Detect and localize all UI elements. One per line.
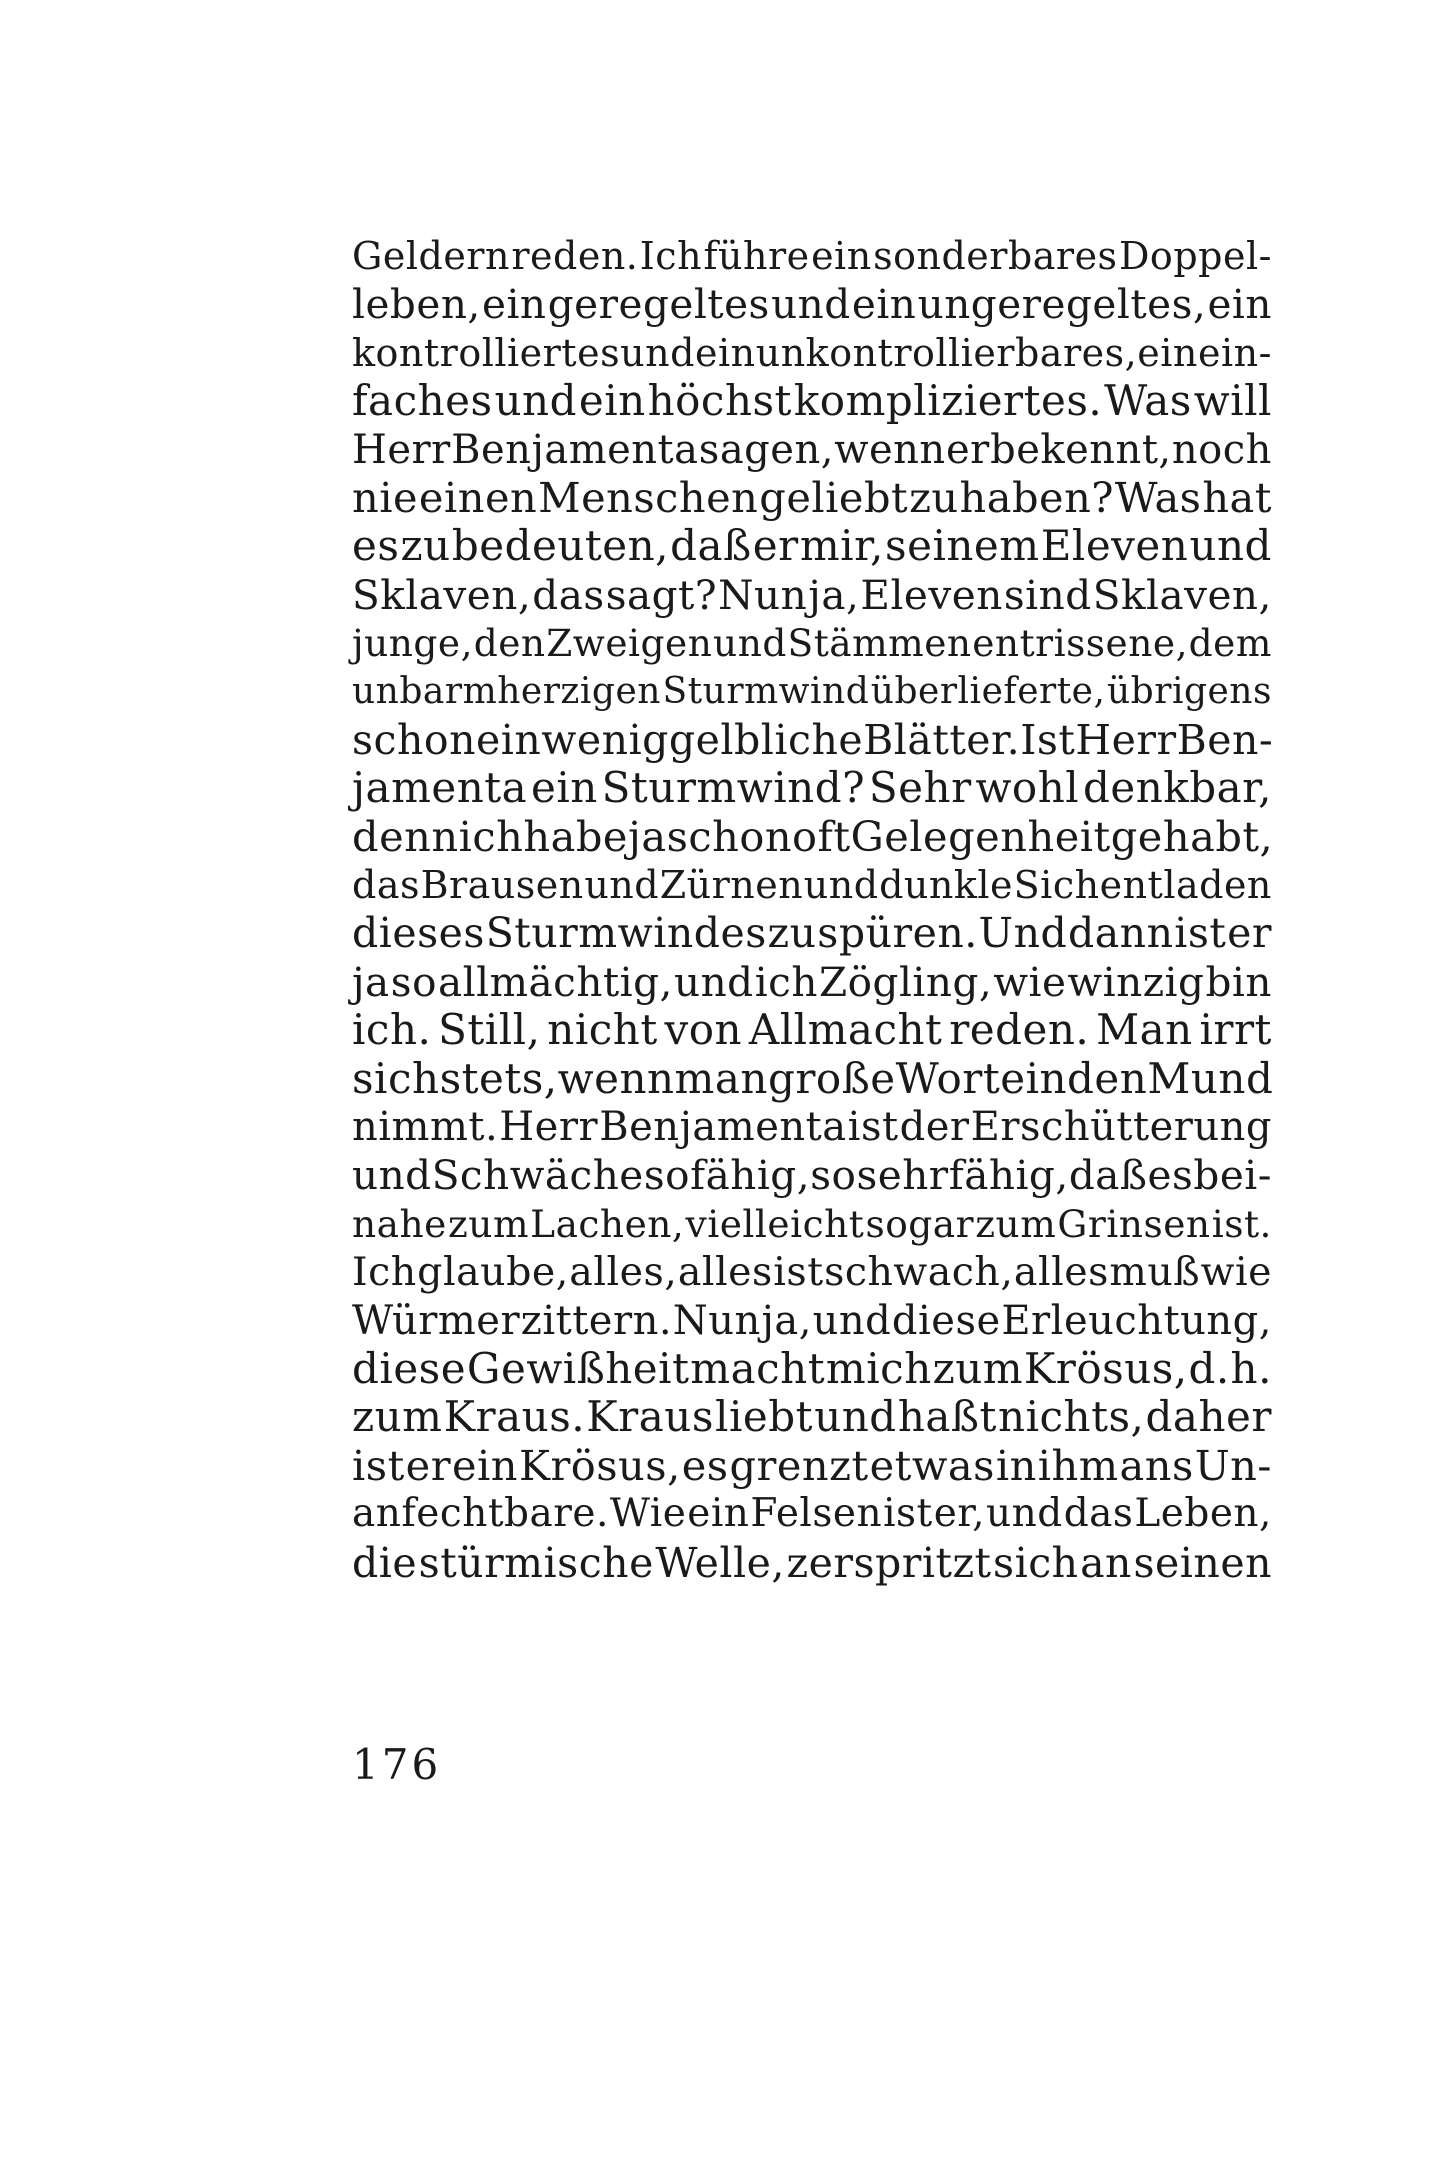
word: sich (993, 1538, 1079, 1587)
word: Herr (1075, 715, 1177, 764)
word: es (352, 521, 400, 571)
word: haben? (959, 472, 1115, 522)
word: alles (1013, 1249, 1109, 1296)
word: Krösus, (1023, 1343, 1188, 1393)
word: er (752, 521, 799, 571)
text-line (352, 1297, 1272, 1345)
text-line (352, 861, 1272, 909)
word: Un- (1194, 1440, 1272, 1490)
word: sogar (865, 1201, 975, 1246)
word: ihm (1037, 1440, 1119, 1490)
word: irrt (1199, 1005, 1272, 1055)
word: oft (792, 811, 851, 861)
word: mich (825, 1343, 932, 1393)
word: seinen (1133, 1538, 1272, 1587)
word: leben, (352, 280, 481, 329)
word: ein- (1197, 330, 1272, 375)
word: so (390, 957, 437, 1006)
word: zu (909, 472, 959, 522)
text-line (352, 619, 1272, 667)
word: schon (666, 811, 793, 861)
word: Krösus, (518, 1440, 681, 1490)
word: es (681, 1440, 729, 1490)
word: Nun (718, 570, 808, 619)
word: Ich (352, 1249, 417, 1296)
word: Sturmwind (662, 670, 870, 712)
word: Menschen (538, 472, 759, 522)
word: Felsen (750, 1491, 883, 1537)
text-line (352, 522, 1272, 570)
word: mir, (799, 521, 884, 571)
word: ein (451, 1440, 519, 1490)
word: ungeregeltes, (917, 280, 1207, 329)
word: ein (531, 763, 598, 813)
word: Benjamenta (599, 1104, 847, 1151)
word: und (352, 1151, 432, 1200)
word: Herr (352, 426, 451, 473)
text-line (352, 813, 1272, 861)
text-line (352, 1151, 1272, 1199)
word: kontrolliertes (352, 330, 621, 375)
word: daß (1068, 1151, 1148, 1200)
word: große (767, 1053, 896, 1103)
word: Sturmwindes (485, 909, 767, 958)
word: wie (1200, 1249, 1272, 1296)
word: in (995, 1440, 1037, 1490)
text-line (352, 1055, 1272, 1103)
word: spüren. (817, 909, 978, 958)
word: schon (352, 715, 476, 764)
word: d. (1188, 1343, 1230, 1393)
word: ein (811, 234, 872, 278)
word: Würmer (352, 1297, 521, 1344)
word: das (352, 863, 420, 908)
word: von (664, 1005, 743, 1055)
word: Allmacht (748, 1005, 943, 1055)
word: dann (1067, 909, 1174, 958)
word: junge, (352, 621, 474, 666)
word: Sichentladen (1013, 863, 1272, 908)
word: sehr (856, 1151, 949, 1200)
word: er (1227, 909, 1272, 958)
word: daß (670, 521, 752, 571)
word: den (1067, 1053, 1148, 1103)
word: nichts, (998, 1392, 1145, 1442)
word: nahe (352, 1201, 447, 1246)
word: Zürnen (659, 863, 804, 908)
word: ja, (761, 1297, 812, 1344)
word: Still, (438, 1005, 541, 1055)
word: ja, (808, 570, 860, 619)
word: gelbliche (668, 715, 864, 764)
text-line (352, 1442, 1272, 1490)
word: höchst (647, 376, 792, 426)
word: ein (1207, 280, 1272, 329)
word: gehabt, (1110, 811, 1274, 861)
word: ein (695, 330, 756, 375)
word: unkontrollierbares, (755, 330, 1138, 375)
text-line (352, 764, 1272, 812)
word: Was (1104, 376, 1192, 426)
word: bedeuten, (451, 521, 670, 571)
word: führe (703, 234, 810, 278)
word: übrigens (1107, 670, 1272, 712)
word: seinem (885, 521, 1040, 571)
text-line (352, 1539, 1272, 1587)
word: Sturmwind? (601, 763, 866, 813)
word: Erleuchtung, (1001, 1297, 1272, 1344)
word: zum (932, 1343, 1024, 1393)
word: ein (578, 376, 646, 426)
text-line (352, 668, 1272, 716)
word: habe (523, 811, 628, 861)
word: Und (978, 909, 1068, 958)
word: Erschütterung (970, 1104, 1272, 1151)
word: wohl (975, 763, 1080, 813)
text-line (352, 280, 1272, 328)
word: es (1147, 1151, 1194, 1200)
word: ist (883, 1491, 933, 1537)
word: ein (482, 280, 547, 329)
word: macht (690, 1343, 826, 1393)
word: ist (1174, 909, 1227, 958)
word: reden. (949, 1005, 1090, 1055)
text-line (352, 1006, 1272, 1054)
word: die (352, 1538, 418, 1587)
word: winzig (1067, 957, 1205, 1006)
word: bekennt, (990, 426, 1172, 473)
word: dem (1188, 621, 1272, 666)
word: und (494, 376, 577, 426)
word: das (1063, 1491, 1134, 1537)
word: Welle, (655, 1538, 785, 1587)
word: wenn (834, 426, 946, 473)
word: nie (352, 472, 419, 522)
word: Worte (895, 1053, 1026, 1103)
word: Was (1114, 472, 1202, 522)
word: will (1193, 376, 1272, 426)
word: muß (1109, 1249, 1201, 1296)
text-line (352, 474, 1272, 522)
body-text (352, 232, 1272, 1587)
word: ist (773, 1249, 824, 1296)
word: fähig, (690, 1151, 811, 1200)
word: Ist (1020, 715, 1076, 764)
text-line (352, 1200, 1272, 1248)
word: stürmische (418, 1538, 654, 1587)
word: so (643, 1151, 691, 1200)
word: das (532, 570, 605, 619)
word: grenzt (729, 1440, 869, 1490)
word: Herr (499, 1104, 599, 1151)
text-line (352, 571, 1272, 619)
word: Zweigen (546, 621, 713, 666)
word: ist (847, 1104, 899, 1151)
word: Stämmen (787, 621, 972, 666)
word: zerspritzt (786, 1538, 992, 1587)
word: zum (352, 1392, 443, 1442)
word: alles (677, 1249, 773, 1296)
word: Kraus. (443, 1392, 586, 1442)
word: Sklaven, (352, 570, 532, 619)
word: sind (1003, 570, 1092, 619)
word: überlieferte, (870, 670, 1106, 712)
word: glaube, (417, 1249, 569, 1296)
word: zittern. (520, 1297, 673, 1344)
word: Man (1096, 1005, 1193, 1055)
word: in (1025, 1053, 1068, 1103)
word: ich (754, 957, 818, 1006)
word: ist. (1211, 1201, 1272, 1246)
word: geliebt (759, 472, 909, 522)
word: stets, (439, 1053, 558, 1103)
word: Nun (672, 1297, 761, 1344)
word: Benjamenta (451, 426, 699, 473)
word: diese (352, 1343, 467, 1393)
word: Brausen (420, 863, 584, 908)
word: den (473, 621, 546, 666)
word: und (1189, 521, 1272, 571)
word: kompliziertes. (793, 376, 1103, 426)
word: und (620, 330, 695, 375)
word: Gelegenheit (850, 811, 1111, 861)
text-line (352, 377, 1272, 425)
text-line (352, 1393, 1272, 1441)
text-line (352, 232, 1272, 280)
word: h. (1230, 1343, 1272, 1393)
word: er (405, 1440, 452, 1490)
word: Eleven (860, 570, 1003, 619)
word: alles, (569, 1249, 678, 1296)
word: ich. (352, 1005, 432, 1055)
word: nicht (547, 1005, 658, 1055)
text-line (352, 1248, 1272, 1296)
word: Zögling, (819, 957, 993, 1006)
word: diese (891, 1297, 1001, 1344)
word: sonderbares (873, 234, 1118, 278)
word: wenn (557, 1053, 675, 1103)
word: zum (448, 1201, 529, 1246)
word: Sehr (868, 763, 972, 813)
word: Doppel- (1118, 234, 1272, 278)
word: ein (476, 715, 542, 764)
word: schwach, (824, 1249, 1014, 1296)
word: zu (400, 521, 451, 571)
word: Ben- (1176, 715, 1274, 764)
word: hat (1202, 472, 1272, 522)
word: Schwäche (431, 1151, 644, 1200)
word: denn (352, 811, 459, 861)
text-line (352, 426, 1272, 474)
word: Sklaven, (1092, 570, 1272, 619)
word: Geldern (352, 234, 510, 278)
word: und (771, 280, 851, 329)
page-number: 176 (352, 1740, 442, 1789)
word: denkbar, (1082, 763, 1272, 813)
word: so (810, 1151, 857, 1200)
word: haßt (897, 1392, 997, 1442)
word: dieses (352, 909, 485, 958)
word: Lachen, (530, 1201, 685, 1246)
word: Blätter. (863, 715, 1021, 764)
word: etwas (869, 1440, 995, 1490)
word: er (946, 426, 990, 473)
word: faches (352, 376, 493, 426)
word: und (674, 957, 754, 1006)
word: an (1080, 1538, 1132, 1587)
word: und (584, 863, 660, 908)
word: Ich (639, 234, 703, 278)
text-line (352, 1103, 1272, 1151)
word: Eleven (1040, 521, 1189, 571)
word: man (674, 1053, 768, 1103)
word: und (803, 863, 879, 908)
word: geregeltes (547, 280, 770, 329)
word: er, (933, 1491, 986, 1537)
word: ist (352, 1440, 405, 1490)
word: ja (627, 811, 667, 861)
text-line (352, 958, 1272, 1006)
word: Mund (1147, 1053, 1274, 1103)
word: jamenta (352, 763, 528, 813)
text-line (352, 909, 1272, 957)
word: ein (851, 280, 917, 329)
text-line (352, 329, 1272, 377)
word: Leben, (1134, 1491, 1272, 1537)
word: nimmt. (352, 1104, 499, 1151)
word: ich (458, 811, 524, 861)
word: Wie (609, 1491, 687, 1537)
word: und (986, 1491, 1063, 1537)
word: Kraus (586, 1392, 714, 1442)
word: noch (1171, 426, 1272, 473)
word: bei- (1193, 1151, 1272, 1200)
text-line (352, 1490, 1272, 1538)
word: Grinsen (1057, 1201, 1211, 1246)
word: fähig, (948, 1151, 1069, 1200)
word: sagen, (698, 426, 834, 473)
word: ein (1137, 330, 1198, 375)
word: sagt? (605, 570, 718, 619)
word: wie (993, 957, 1067, 1006)
word: reden. (511, 234, 639, 278)
word: ans (1119, 1440, 1194, 1490)
text-line (352, 1345, 1272, 1393)
word: zu (767, 909, 817, 958)
word: und (814, 1392, 897, 1442)
word: allmächtig, (438, 957, 673, 1006)
word: daher (1145, 1392, 1272, 1442)
word: ein (687, 1491, 750, 1537)
word: vielleicht (685, 1201, 865, 1246)
word: der (899, 1104, 970, 1151)
word: anfechtbare. (352, 1491, 609, 1537)
word: unbarmherzigen (352, 670, 661, 712)
word: einen (418, 472, 538, 522)
word: wenig (541, 715, 669, 764)
word: ja (352, 957, 390, 1006)
word: entrissene, (972, 621, 1189, 666)
word: sich (352, 1053, 440, 1103)
word: dunkle (879, 863, 1014, 908)
word: Gewißheit (466, 1343, 690, 1393)
word: liebt (715, 1392, 814, 1442)
word: bin (1205, 957, 1272, 1006)
word: und (812, 1297, 892, 1344)
word: und (713, 621, 787, 666)
text-line (352, 716, 1272, 764)
word: zum (975, 1201, 1057, 1246)
